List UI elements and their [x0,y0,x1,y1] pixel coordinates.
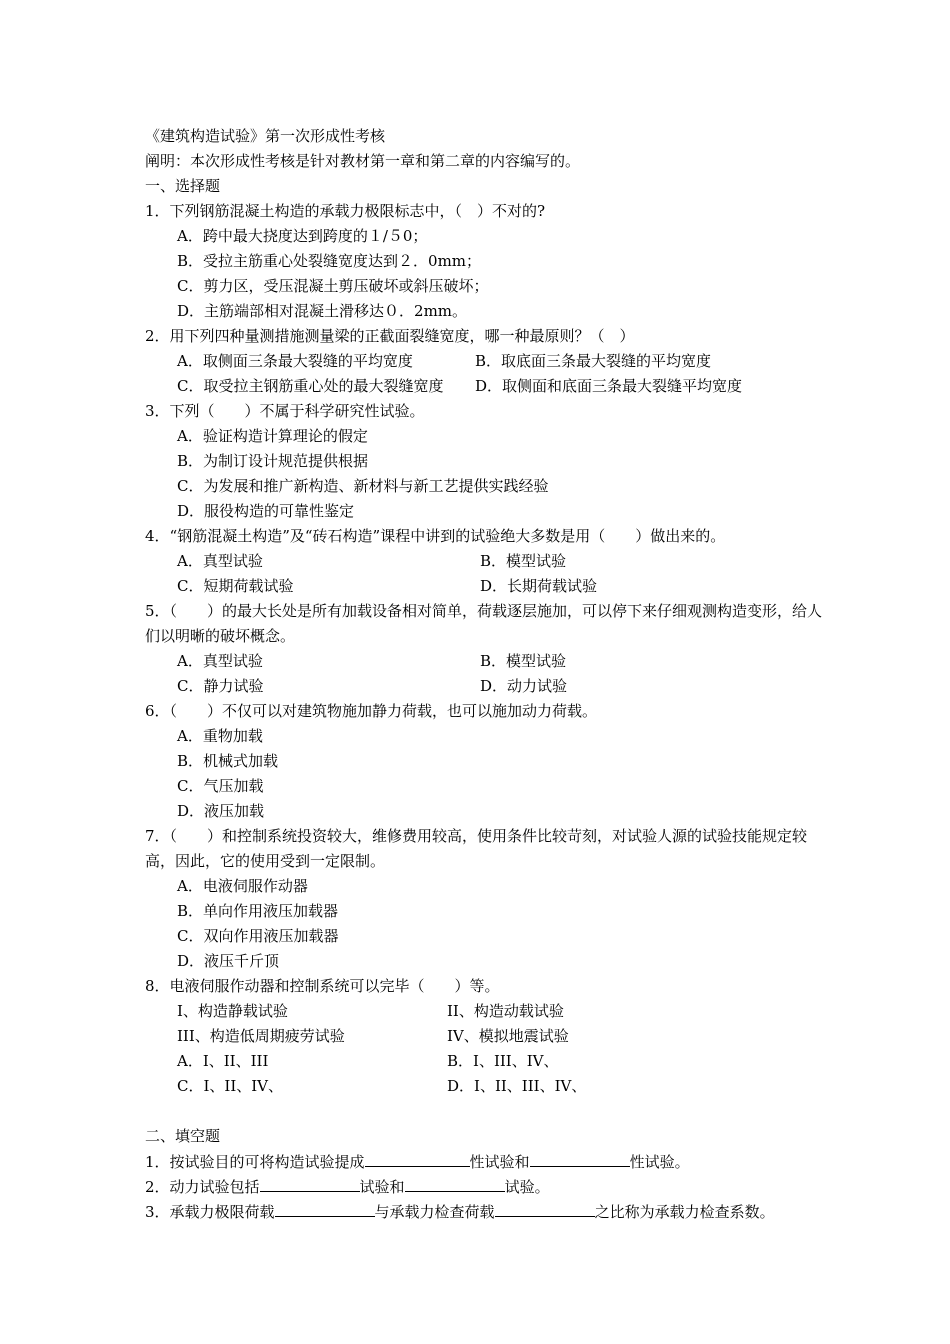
question-3-option-b: B．为制订设计规范提供根据 [177,452,369,470]
question-8-option-d: D．I、II、III、IV、 [447,1077,587,1095]
question-3-option-d: D．服役构造的可靠性鉴定 [177,502,355,520]
question-5-option-d: D．动力试验 [480,677,568,695]
fill-question-1 [145,1149,825,1174]
question-5-options-row-2 [145,674,825,699]
question-8-item-i: I、构造静载试验 [177,1002,288,1020]
fill-question-3-text-1: 3．承载力极限荷载 [145,1203,275,1221]
question-8-item-iv: IV、模拟地震试验 [447,1027,569,1045]
question-8-item-ii: II、构造动载试验 [447,1002,564,1020]
section-heading-choice: 一、选择题 [145,177,221,195]
question-6-option-d: D．液压加载 [177,802,265,820]
fill-question-3 [145,1199,825,1224]
question-4-stem: 4．“钢筋混凝土构造”及“砖石构造”课程中讲到的试验绝大多数是用（ ）做出来的。 [145,527,726,545]
question-5-options-row-1 [145,649,825,674]
question-2-options-row-1 [145,349,825,374]
question-4-options-row-2 [145,574,825,599]
question-2-option-c: C．取受拉主钢筋重心处的最大裂缝宽度 [177,377,444,395]
fill-question-3-text-2: 与承载力检查荷载 [374,1203,495,1221]
question-5-stem: 5．（ ）的最大长处是所有加载设备相对简单，荷载逐层施加，可以停下来仔细观测构造变形，给人们以明晰的破坏概念。 [145,602,823,645]
document-title: 《建筑构造试验》第一次形成性考核 [145,127,386,145]
fill-blank-1a[interactable] [365,1149,470,1167]
question-2-options-row-2 [145,374,825,399]
fill-question-2-text-3: 试验。 [504,1178,550,1196]
question-7-option-a: A．电液伺服作动器 [177,877,308,895]
question-8-option-a: A．I、II、III [177,1052,269,1070]
question-4-option-d: D．长期荷载试验 [480,577,598,595]
question-2-option-a: A．取侧面三条最大裂缝的平均宽度 [177,352,413,370]
question-1-option-c: C．剪力区，受压混凝土剪压破坏或斜压破坏； [177,277,489,295]
fill-question-2-text-1: 2．动力试验包括 [145,1178,260,1196]
question-6-stem: 6．（ ）不仅可以对建筑物施加静力荷载，也可以施加动力荷载。 [145,702,598,720]
fill-blank-1b[interactable] [530,1149,630,1167]
question-6-option-a: A．重物加载 [177,727,263,745]
question-8-option-c: C．I、II、IV、 [177,1077,284,1095]
question-1-option-b: B．受拉主筋重心处裂缝宽度达到２．0mm； [177,252,482,270]
question-8-stem: 8．电液伺服作动器和控制系统可以完毕（ ）等。 [145,977,500,995]
question-2-option-b: B．取底面三条最大裂缝的平均宽度 [475,352,712,370]
question-3-option-a: A．验证构造计算理论的假定 [177,427,368,445]
question-1-stem: 1．下列钢筋混凝土构造的承载力极限标志中，（ ）不对的? [145,202,546,220]
question-5-option-a: A．真型试验 [177,652,263,670]
question-7-option-b: B．单向作用液压加载器 [177,902,339,920]
question-2-stem: 2．用下列四种量测措施测量梁的正截面裂缝宽度，哪一种最原则？（ ） [145,327,635,345]
question-4-options-row-1 [145,549,825,574]
section-spacer [145,1099,825,1124]
question-1-option-d: D．主筋端部相对混凝土滑移达０．2mm。 [177,302,468,320]
question-7-option-c: C．双向作用液压加载器 [177,927,339,945]
question-2-option-d: D．取侧面和底面三条最大裂缝平均宽度 [475,377,743,395]
question-6-option-b: B．机械式加载 [177,752,279,770]
question-8-item-iii: III、构造低周期疲劳试验 [177,1027,345,1045]
section-heading-fill: 二、填空题 [145,1127,221,1145]
question-7-option-d: D．液压千斤顶 [177,952,280,970]
question-1-option-a: A．跨中最大挠度达到跨度的１/５0； [177,227,428,245]
question-4-option-a: A．真型试验 [177,552,263,570]
fill-question-1-text-3: 性试验。 [629,1153,690,1171]
document-note: 阐明：本次形成性考核是针对教材第一章和第二章的内容编写的。 [145,152,581,170]
question-4-option-b: B．模型试验 [480,552,567,570]
document-body [145,124,825,1224]
fill-question-3-text-3: 之比称为承载力检查系数。 [594,1203,775,1221]
question-5-option-c: C．静力试验 [177,677,264,695]
question-8-option-b: B．I、III、IV、 [447,1052,559,1070]
question-7-stem: 7．（ ）和控制系统投资较大，维修费用较高，使用条件比较苛刻，对试验人源的试验技能规定较高，因此，它的使用受到一定限制。 [145,827,808,870]
question-8-options-row-2 [145,1074,825,1099]
question-5-option-b: B．模型试验 [480,652,567,670]
fill-blank-3b[interactable] [495,1199,595,1217]
fill-blank-2a[interactable] [260,1174,360,1192]
question-4-option-c: C．短期荷载试验 [177,577,294,595]
question-8-items-row-2 [145,1024,825,1049]
fill-question-1-text-1: 1．按试验目的可将构造试验提成 [145,1153,365,1171]
fill-question-2 [145,1174,825,1199]
fill-question-1-text-2: 性试验和 [469,1153,530,1171]
fill-blank-3a[interactable] [275,1199,375,1217]
fill-blank-2b[interactable] [405,1174,505,1192]
question-8-options-row-1 [145,1049,825,1074]
question-6-option-c: C．气压加载 [177,777,264,795]
fill-question-2-text-2: 试验和 [359,1178,405,1196]
question-8-items-row-1 [145,999,825,1024]
question-3-stem: 3．下列（ ）不属于科学研究性试验。 [145,402,425,420]
question-3-option-c: C．为发展和推广新构造、新材料与新工艺提供实践经验 [177,477,549,495]
